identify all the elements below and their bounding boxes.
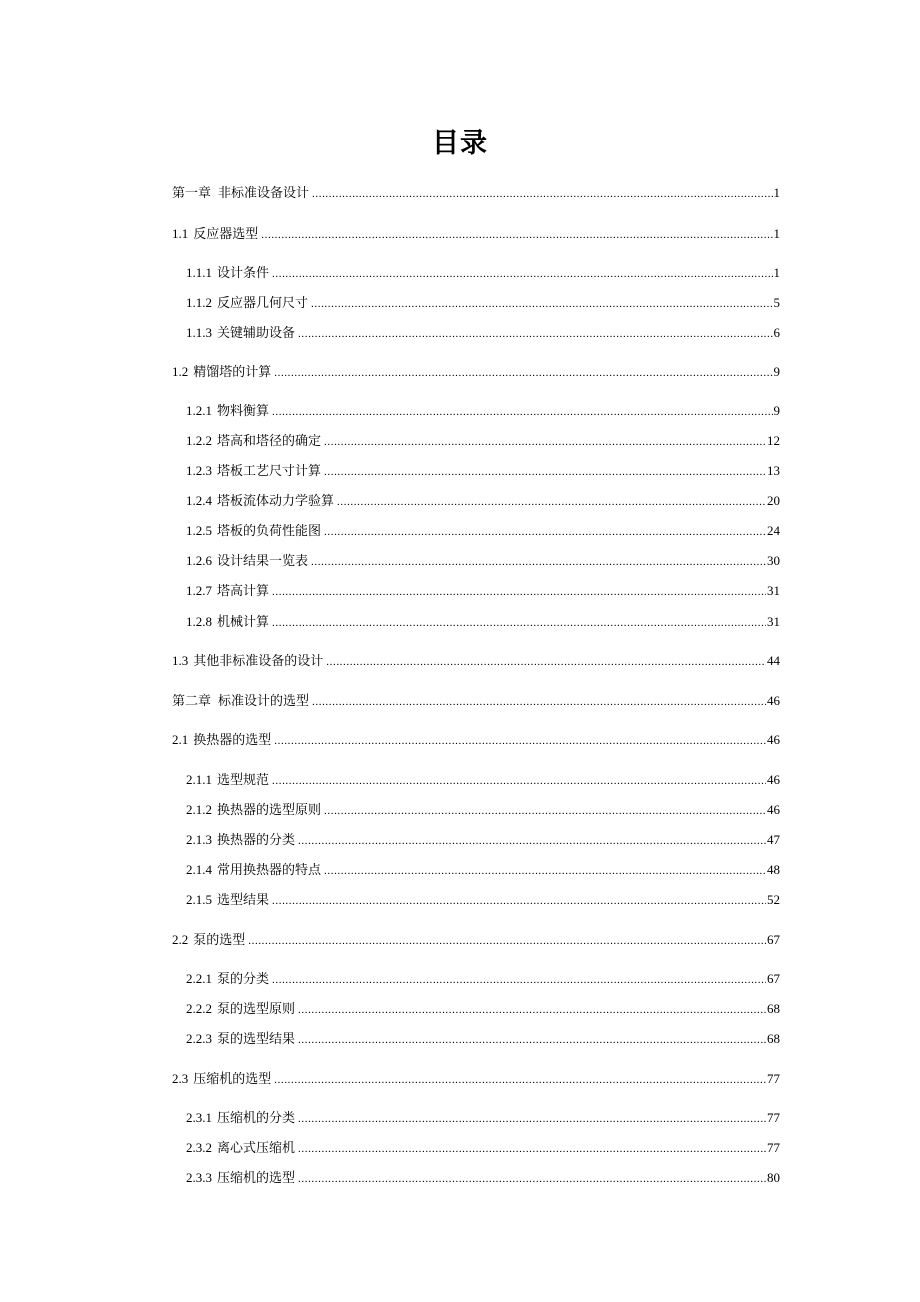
dot-leader [272, 970, 766, 990]
dot-leader [312, 692, 766, 712]
toc-entry-page-number: 77 [767, 1071, 780, 1086]
dot-leader [312, 184, 772, 204]
dot-leader [272, 582, 766, 602]
toc-entry-2-2-2[interactable] [186, 999, 780, 1019]
toc-entry-1-2-2[interactable] [186, 431, 780, 451]
toc-entry-2-3-2[interactable] [186, 1138, 780, 1158]
toc-entry-1-2-4[interactable] [186, 491, 780, 511]
toc-entry-1-2-8[interactable] [186, 612, 780, 632]
toc-entry-label: 机械计算 [217, 614, 270, 629]
toc-entry-label: 压缩机的分类 [217, 1110, 296, 1125]
toc-entry-number: 1.1 [172, 226, 189, 241]
toc-entry-page-number: 1 [773, 265, 780, 280]
toc-entry-label: 压缩机的选型 [217, 1170, 296, 1185]
dot-leader [298, 1030, 766, 1050]
toc-entry-number: 1.2.2 [186, 433, 212, 448]
toc-entry-第二章[interactable] [172, 691, 780, 711]
toc-entry-number: 1.2.1 [186, 403, 212, 418]
dot-leader [248, 931, 766, 951]
toc-entry-page-number: 47 [767, 832, 780, 847]
dot-leader [274, 731, 766, 751]
toc-entry-1-2-6[interactable] [186, 551, 780, 571]
toc-entry-page-number: 68 [767, 1001, 780, 1016]
toc-entry-label: 设计条件 [217, 265, 270, 280]
toc-entry-number: 1.1.2 [186, 295, 212, 310]
toc-entry-page-number: 52 [767, 892, 780, 907]
dot-leader [324, 522, 766, 542]
toc-entry-2-1-4[interactable] [186, 860, 780, 880]
toc-entry-2-3-3[interactable] [186, 1168, 780, 1188]
toc-entry-1-2-7[interactable] [186, 581, 780, 601]
toc-entry-number: 2.1 [172, 732, 189, 747]
toc-entry-page-number: 80 [767, 1170, 780, 1185]
toc-entry-label: 塔高计算 [217, 583, 270, 598]
dot-leader [324, 861, 766, 881]
toc-entry-label: 压缩机的选型 [193, 1071, 272, 1086]
dot-leader [298, 1000, 766, 1020]
toc-entry-1-1-2[interactable] [186, 293, 780, 313]
toc-entry-number: 2.3.1 [186, 1110, 212, 1125]
toc-entry-1-1-3[interactable] [186, 323, 780, 343]
dot-leader [326, 652, 766, 672]
toc-entry-1-1-1[interactable] [186, 263, 780, 283]
toc-entry-page-number: 67 [767, 971, 780, 986]
toc-entry-label: 选型规范 [217, 772, 270, 787]
toc-entry-number: 1.2.4 [186, 493, 212, 508]
toc-entry-number: 1.2.8 [186, 614, 212, 629]
toc-entry-number: 第一章 [172, 185, 212, 200]
toc-entry-label: 选型结果 [217, 892, 270, 907]
dot-leader [311, 294, 772, 314]
toc-entry-label: 标准设计的选型 [218, 693, 310, 708]
toc-entry-number: 2.1.5 [186, 892, 212, 907]
toc-entry-label: 塔板工艺尺寸计算 [217, 463, 322, 478]
toc-entry-number: 2.3.2 [186, 1140, 212, 1155]
toc-entry-1-3[interactable] [172, 651, 780, 671]
dot-leader [272, 264, 772, 284]
toc-entry-1-2-1[interactable] [186, 401, 780, 421]
toc-entry-label: 换热器的选型原则 [217, 802, 322, 817]
toc-entry-label: 换热器的分类 [217, 832, 296, 847]
toc-entry-page-number: 77 [767, 1140, 780, 1155]
dot-leader [272, 402, 772, 422]
toc-entry-number: 2.3.3 [186, 1170, 212, 1185]
toc-entry-page-number: 1 [773, 226, 780, 241]
dot-leader [298, 1169, 766, 1189]
toc-entry-label: 塔高和塔径的确定 [217, 433, 322, 448]
toc-entry-page-number: 30 [767, 553, 780, 568]
dot-leader [337, 492, 766, 512]
toc-entry-label: 关键辅助设备 [217, 325, 296, 340]
toc-entry-page-number: 31 [767, 614, 780, 629]
toc-entry-label: 设计结果一览表 [217, 553, 309, 568]
toc-entry-number: 2.1.1 [186, 772, 212, 787]
toc-entry-number: 2.1.3 [186, 832, 212, 847]
toc-entry-2-2-1[interactable] [186, 969, 780, 989]
dot-leader [272, 771, 766, 791]
toc-entry-page-number: 12 [767, 433, 780, 448]
toc-entry-page-number: 1 [773, 185, 780, 200]
toc-entry-number: 1.2.7 [186, 583, 212, 598]
toc-title: 目录 [432, 128, 488, 159]
toc-entry-page-number: 46 [767, 772, 780, 787]
dot-leader [298, 1139, 766, 1159]
toc-entry-number: 2.2.1 [186, 971, 212, 986]
toc-entry-number: 1.3 [172, 653, 189, 668]
toc-entry-label: 其他非标准设备的设计 [193, 653, 324, 668]
toc-entry-1-2-3[interactable] [186, 461, 780, 481]
dot-leader [274, 1070, 766, 1090]
toc-entry-page-number: 20 [767, 493, 780, 508]
toc-entry-label: 泵的选型 [193, 932, 246, 947]
toc-entry-2-3[interactable] [172, 1069, 780, 1089]
dot-leader [272, 613, 766, 633]
toc-entry-page-number: 46 [767, 802, 780, 817]
dot-leader [261, 225, 772, 245]
toc-entry-label: 反应器选型 [193, 226, 259, 241]
toc-entry-label: 塔板流体动力学验算 [217, 493, 335, 508]
toc-entry-label: 精馏塔的计算 [193, 364, 272, 379]
toc-entry-page-number: 5 [773, 295, 780, 310]
toc-entry-number: 1.1.1 [186, 265, 212, 280]
toc-entry-page-number: 9 [773, 364, 780, 379]
toc-entry-page-number: 68 [767, 1031, 780, 1046]
toc-entry-page-number: 48 [767, 862, 780, 877]
toc-entry-1-2-5[interactable] [186, 521, 780, 541]
toc-entry-number: 第二章 [172, 693, 212, 708]
toc-entry-1-2[interactable] [172, 362, 780, 382]
toc-entry-number: 2.2 [172, 932, 189, 947]
toc-entry-2-3-1[interactable] [186, 1108, 780, 1128]
toc-entry-page-number: 46 [767, 693, 780, 708]
toc-entry-2-1-1[interactable] [186, 770, 780, 790]
toc-entry-number: 1.2.3 [186, 463, 212, 478]
toc-entry-page-number: 9 [773, 403, 780, 418]
toc-entry-page-number: 67 [767, 932, 780, 947]
toc-entry-第一章[interactable] [172, 183, 780, 203]
toc-entry-2-1-3[interactable] [186, 830, 780, 850]
toc-entry-page-number: 44 [767, 653, 780, 668]
toc-entry-label: 常用换热器的特点 [217, 862, 322, 877]
toc-entry-label: 反应器几何尺寸 [217, 295, 309, 310]
toc-entry-label: 泵的分类 [217, 971, 270, 986]
dot-leader [311, 552, 766, 572]
toc-entry-2-1[interactable] [172, 730, 780, 750]
toc-entry-number: 2.3 [172, 1071, 189, 1086]
toc-entry-number: 2.1.2 [186, 802, 212, 817]
toc-entry-page-number: 13 [767, 463, 780, 478]
dot-leader [324, 432, 766, 452]
toc-entry-number: 1.2.6 [186, 553, 212, 568]
toc-entry-page-number: 6 [773, 325, 780, 340]
dot-leader [272, 891, 766, 911]
toc-entry-page-number: 24 [767, 523, 780, 538]
toc-entry-label: 泵的选型结果 [217, 1031, 296, 1046]
toc-entry-label: 塔板的负荷性能图 [217, 523, 322, 538]
toc-entry-2-1-2[interactable] [186, 800, 780, 820]
toc-entry-number: 1.2 [172, 364, 189, 379]
toc-entry-label: 换热器的选型 [193, 732, 272, 747]
toc-entry-2-1-5[interactable] [186, 890, 780, 910]
toc-entry-1-1[interactable] [172, 224, 780, 244]
toc-entry-number: 1.2.5 [186, 523, 212, 538]
toc-entry-2-2-3[interactable] [186, 1029, 780, 1049]
toc-entry-label: 非标准设备设计 [218, 185, 310, 200]
toc-entry-label: 物料衡算 [217, 403, 270, 418]
toc-entry-label: 泵的选型原则 [217, 1001, 296, 1016]
toc-entry-number: 2.1.4 [186, 862, 212, 877]
dot-leader [324, 462, 766, 482]
toc-entry-page-number: 46 [767, 732, 780, 747]
dot-leader [298, 831, 766, 851]
toc-entry-number: 2.2.2 [186, 1001, 212, 1016]
dot-leader [274, 363, 772, 383]
toc-entry-number: 1.1.3 [186, 325, 212, 340]
toc-entry-2-2[interactable] [172, 930, 780, 950]
dot-leader [298, 324, 772, 344]
dot-leader [298, 1109, 766, 1129]
toc-entry-number: 2.2.3 [186, 1031, 212, 1046]
toc-entry-page-number: 77 [767, 1110, 780, 1125]
dot-leader [324, 801, 766, 821]
toc-entry-page-number: 31 [767, 583, 780, 598]
toc-entry-label: 离心式压缩机 [217, 1140, 296, 1155]
